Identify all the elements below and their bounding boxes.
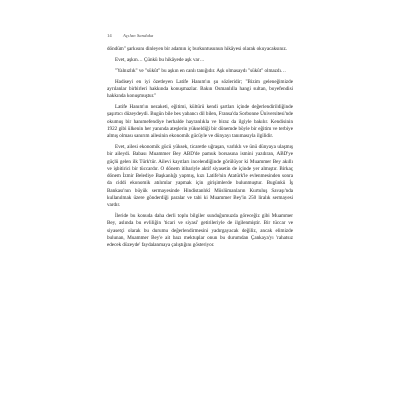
paragraph: döndüm" şarkısını dinleyen bir adamın iç burkuntusunun hikâyesi olarak okuyacaksınız. <box>107 46 288 52</box>
running-head <box>107 33 153 38</box>
book-title: Açılan Sanduka <box>123 33 154 38</box>
page-number: 14 <box>107 33 112 38</box>
paragraph: Evet, ailesi ekonomik gücü yüksek, ticaretle uğraşan, varlıklı ve ünü dünyaya ulaşmış bir aileydi. Babası Muammer Bey ABD'de pamuk borsasına ismini yazdıran, ABD'ye güçlü gelen ilk Türk'tür. Ailevi kayıtları incelendiğinde görülüyor ki Muammer Bey akıllı ve işbitirici bir tüccardır. O dönem itibariyle aktif siyasetin de içinde yer almıştır. Birkaç dönem İzmir Belediye Başkanlığı yapmış, kızı Latife'nin Atatürk'le evlenmesinden sonra da ciddi ekonomik atılımlar yapmak için girişimlerde bulunmuştur. Bugünkü İş Bankası'nın büyük sermayesinde Hindistanlıkî Müslümanların Kurtuluş Savaşı'nda kullanılmak üzere gönderdiği paralar ve tabi ki Muammer Bey'in 250 liralık sermayesi vardır. <box>107 144 293 209</box>
paragraph: Hadiseyi en iyi özetleyen Latife Hanım'ın şu sözleridir; "Bizim geleneğimizde ayrılanlar birbirleri hakkında konuşmazlar. Bakın Osmanlılla hangi sultan, boyefendisi hakkında konuşmuştur." <box>107 78 293 100</box>
paragraph: "Yalnızlık" ve "sükût" bu aşkın en canlı tanığıdır. Aşk olmasaydı "sükût" olmazdı… <box>115 67 286 74</box>
paragraph: Latife Hanım'ın nezaketi, eğitimi, kültürü kendi şartları içinde değerlendirildiğinde şaşırtıcı düzeydeydi. Bugün bile bes yabancı dil bilen, Fransa'da Sorbonne Üniversitesi'nde okumuş bir hanımefendiye herhalde hayranlıkla ve biraz da ilgiyle bakılır. Kendisinin 1922 gibi ülkenin her yanında ateşlerin yükseldiği bir dönemde böyle bir eğitim ve terbiye almış olması sanırım ailesinin ekonomik gücüyle ve dünyayı tanımasıyla ilgilidir. <box>107 104 293 140</box>
paragraph: Evet, aşkın… Çünkü bu hikâyede aşk var… <box>115 56 205 63</box>
paragraph: İleride bu konuda daha derli toplu bilgiler sunduğumuzda göreceğiz gibi Muammer Bey, aslında bu evliliğin 'ticari ve siyasi' getirileriyle de ilgilenmiştir. Bir tüccar ve siyasetçi olarak bu durumu değerlendirmesini yadırgayacak değiliz, ancak elimizde bulunan, Muammer Bey'e ait bazı mektuplar onun bu durumdan Çankaya'yı 'rahatsız edecek düzeyde' faydalanmaya çalıştığını gösteriyor. <box>107 213 293 249</box>
body-text <box>107 46 293 253</box>
